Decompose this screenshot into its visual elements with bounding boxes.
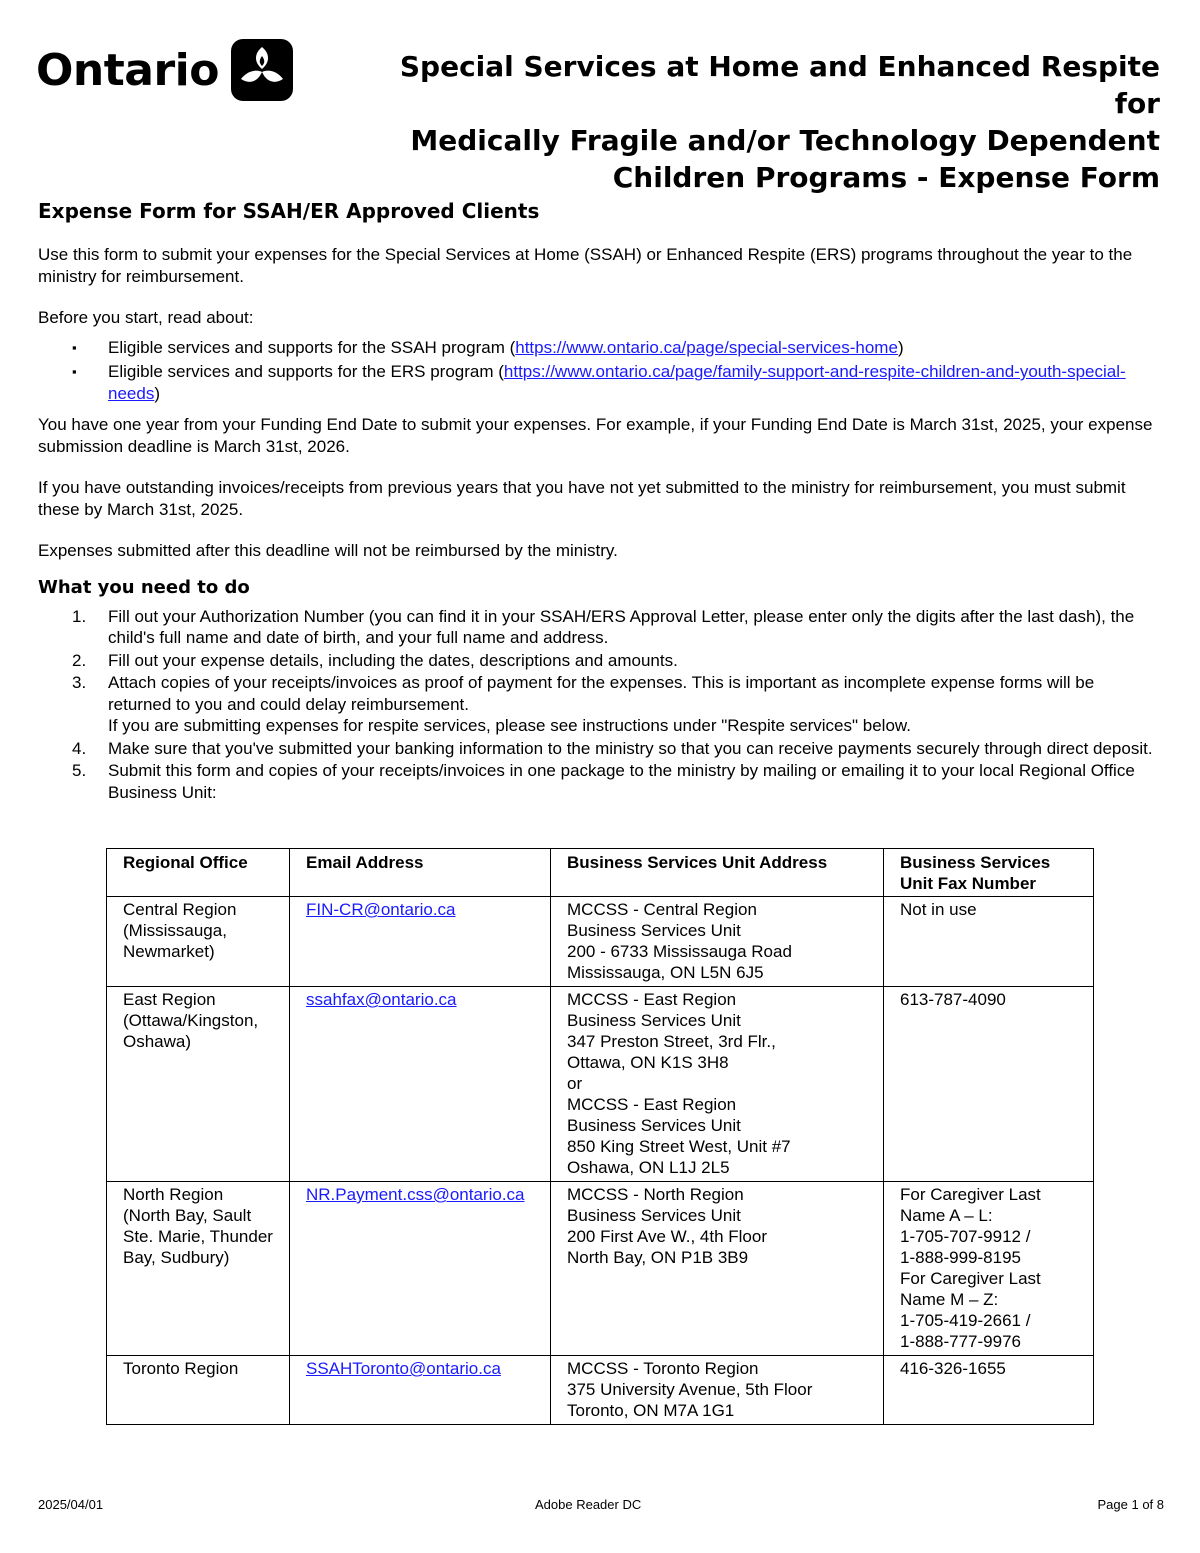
address-cell — [551, 1356, 884, 1425]
list-item — [38, 672, 1160, 737]
office-cell-line: Ste. Marie, Thunder — [123, 1227, 273, 1246]
bullet-text: Eligible services and supports for the ERS program ( — [108, 362, 504, 381]
fax-cell-line: For Caregiver Last — [900, 1269, 1041, 1288]
deadline-paragraph: You have one year from your Funding End Date to submit your expenses. For example, if your Funding End Date is March 31st, 2025, your expense submission deadline is March 31st, 2026. — [38, 415, 1153, 456]
fax-cell-line: 613-787-4090 — [900, 990, 1006, 1009]
intro-section — [38, 198, 1160, 804]
fax-cell — [884, 987, 1094, 1182]
list-item — [38, 337, 1160, 359]
table-row — [107, 897, 1094, 987]
fax-cell-line: For Caregiver Last — [900, 1185, 1041, 1204]
title-line-1: Special Services at Home and Enhanced Respite for — [399, 50, 1160, 120]
fax-cell-line: Name A – L: — [900, 1206, 993, 1225]
todo-heading: What you need to do — [38, 576, 250, 598]
ssah-program-link[interactable]: https://www.ontario.ca/page/special-services-home — [515, 337, 898, 357]
step-number: 3. — [72, 673, 87, 692]
office-cell-line: Newmarket) — [123, 942, 215, 961]
address-cell — [551, 897, 884, 987]
bullet-close: ) — [154, 383, 160, 403]
footer-date: 2025/04/01 — [38, 1497, 104, 1512]
address-cell-line: MCCSS - North Region — [567, 1185, 744, 1204]
fax-cell — [884, 897, 1094, 987]
ontario-logo — [36, 38, 293, 102]
address-cell-line: or — [567, 1074, 583, 1093]
address-cell-line: MCCSS - East Region — [567, 990, 737, 1009]
title-line-3: Children Programs - Expense Form — [612, 161, 1160, 194]
late-expenses-paragraph: Expenses submitted after this deadline will not be reimbursed by the ministry. — [38, 541, 618, 560]
email-cell — [290, 1182, 551, 1356]
footer-page-number: Page 1 of 8 — [1097, 1497, 1164, 1512]
email-link[interactable]: NR.Payment.css@ontario.ca — [306, 1185, 525, 1204]
fax-cell-line: Name M – Z: — [900, 1290, 999, 1309]
table-row — [107, 1182, 1094, 1356]
step-number: 4. — [72, 738, 87, 758]
before-start-text: Before you start, read about: — [38, 308, 254, 327]
ers-program-link[interactable]: https://www.ontario.ca/page/family-support-and-respite-children-and-youth-special-needs — [108, 362, 1126, 403]
office-cell-line: Bay, Sudbury) — [123, 1248, 230, 1267]
office-cell — [107, 1356, 290, 1425]
address-cell-line: Business Services Unit — [567, 921, 741, 940]
address-cell-line: Toronto, ON M7A 1G1 — [567, 1401, 735, 1420]
address-cell-line: Mississauga, ON L5N 6J5 — [567, 963, 764, 982]
step-note: If you are submitting expenses for respite services, please see instructions under "Respite services" below. — [108, 716, 911, 735]
email-cell — [290, 897, 551, 987]
office-cell-line: (North Bay, Sault — [123, 1206, 252, 1225]
address-cell-line: North Bay, ON P1B 3B9 — [567, 1248, 749, 1267]
office-cell-line: North Region — [123, 1185, 224, 1204]
office-cell-line: (Ottawa/Kingston, — [123, 1011, 259, 1030]
document-title — [360, 48, 1160, 196]
address-cell — [551, 987, 884, 1182]
email-cell — [290, 987, 551, 1182]
office-cell-line: East Region — [123, 990, 216, 1009]
office-cell — [107, 897, 290, 987]
list-item — [38, 738, 1160, 760]
address-cell-line: 200 - 6733 Mississauga Road — [567, 942, 792, 961]
email-link[interactable]: ssahfax@ontario.ca — [306, 990, 457, 1009]
office-cell-line: Toronto Region — [123, 1359, 239, 1378]
trillium-icon — [231, 39, 293, 101]
fax-cell — [884, 1356, 1094, 1425]
steps-list — [38, 606, 1160, 804]
column-header: Business Services Unit Address — [551, 849, 884, 897]
address-cell-line: Ottawa, ON K1S 3H8 — [567, 1053, 729, 1072]
list-item — [38, 650, 1160, 672]
office-cell — [107, 987, 290, 1182]
fax-cell-line: 1-705-419-2661 / — [900, 1311, 1031, 1330]
step-text: Fill out your expense details, including the dates, descriptions and amounts. — [108, 650, 678, 670]
title-line-2: Medically Fragile and/or Technology Dependent — [410, 124, 1160, 157]
list-item — [38, 361, 1160, 404]
fax-cell-line: 1-705-707-9912 / — [900, 1227, 1031, 1246]
intro-paragraph: Use this form to submit your expenses for the Special Services at Home (SSAH) or Enhanced Respite (ERS) programs throughout the year to the ministry for reimbursement. — [38, 245, 1133, 286]
address-cell-line: 347 Preston Street, 3rd Flr., — [567, 1032, 776, 1051]
column-header: Email Address — [290, 849, 551, 897]
table-header-row — [107, 849, 1094, 897]
step-number: 5. — [72, 761, 87, 780]
address-cell-line: 200 First Ave W., 4th Floor — [567, 1227, 767, 1246]
step-text: Submit this form and copies of your receipts/invoices in one package to the ministry by mailing or emailing it to your local Regional Office Business Unit: — [108, 761, 1135, 802]
address-cell — [551, 1182, 884, 1356]
table-body — [107, 897, 1094, 1425]
step-number: 2. — [72, 650, 87, 670]
fax-cell-line: Not in use — [900, 900, 977, 919]
bullet-close: ) — [897, 337, 904, 357]
office-cell-line: Central Region — [123, 900, 237, 919]
fax-cell — [884, 1182, 1094, 1356]
footer-reader: Adobe Reader DC — [535, 1497, 642, 1512]
step-text: Fill out your Authorization Number (you can find it in your SSAH/ERS Approval Letter, please enter only the digits after the last dash), the child's full name and date of birth, and your full name and address. — [108, 606, 1135, 647]
column-header: Regional Office — [107, 849, 290, 897]
email-link[interactable]: SSAHToronto@ontario.ca — [306, 1359, 501, 1378]
table-row — [107, 987, 1094, 1182]
address-cell-line: 850 King Street West, Unit #7 — [567, 1137, 791, 1156]
fax-cell-line: 416-326-1655 — [900, 1359, 1006, 1378]
list-item — [38, 606, 1160, 649]
bullet-text: Eligible services and supports for the SSAH program ( — [108, 337, 516, 357]
office-cell-line: Oshawa) — [123, 1032, 192, 1051]
column-header: Business Services Unit Fax Number — [884, 849, 1094, 897]
section-subheading: Expense Form for SSAH/ER Approved Clients — [38, 199, 540, 223]
list-item — [38, 760, 1160, 803]
fax-cell-line: 1-888-777-9976 — [900, 1332, 1021, 1351]
logo-wordmark: Ontario — [36, 44, 219, 96]
address-cell-line: Business Services Unit — [567, 1116, 741, 1135]
regional-offices-table — [106, 848, 1094, 1425]
step-text: Attach copies of your receipts/invoices as proof of payment for the expenses. This is important as incomplete expense forms will be returned to you and could delay reimbursement. — [108, 673, 1095, 714]
address-cell-line: MCCSS - East Region — [567, 1095, 737, 1114]
step-number: 1. — [72, 606, 87, 626]
email-link[interactable]: FIN-CR@ontario.ca — [306, 900, 456, 919]
eligibility-list — [38, 337, 1160, 405]
office-cell-line: (Mississauga, — [123, 921, 227, 940]
address-cell-line: 375 University Avenue, 5th Floor — [567, 1380, 813, 1399]
fax-cell-line: 1-888-999-8195 — [900, 1248, 1021, 1267]
step-text: Make sure that you've submitted your banking information to the ministry so that you can receive payments securely through direct deposit. — [108, 738, 1153, 758]
address-cell-line: Business Services Unit — [567, 1011, 741, 1030]
address-cell-line: MCCSS - Central Region — [567, 900, 757, 919]
address-cell-line: MCCSS - Toronto Region — [567, 1359, 759, 1378]
table-row — [107, 1356, 1094, 1425]
email-cell — [290, 1356, 551, 1425]
address-cell-line: Business Services Unit — [567, 1206, 741, 1225]
outstanding-invoices-paragraph: If you have outstanding invoices/receipts from previous years that you have not yet submitted to the ministry for reimbursement, you must submit these by March 31st, 2025. — [38, 478, 1126, 519]
office-cell — [107, 1182, 290, 1356]
address-cell-line: Oshawa, ON L1J 2L5 — [567, 1158, 730, 1177]
